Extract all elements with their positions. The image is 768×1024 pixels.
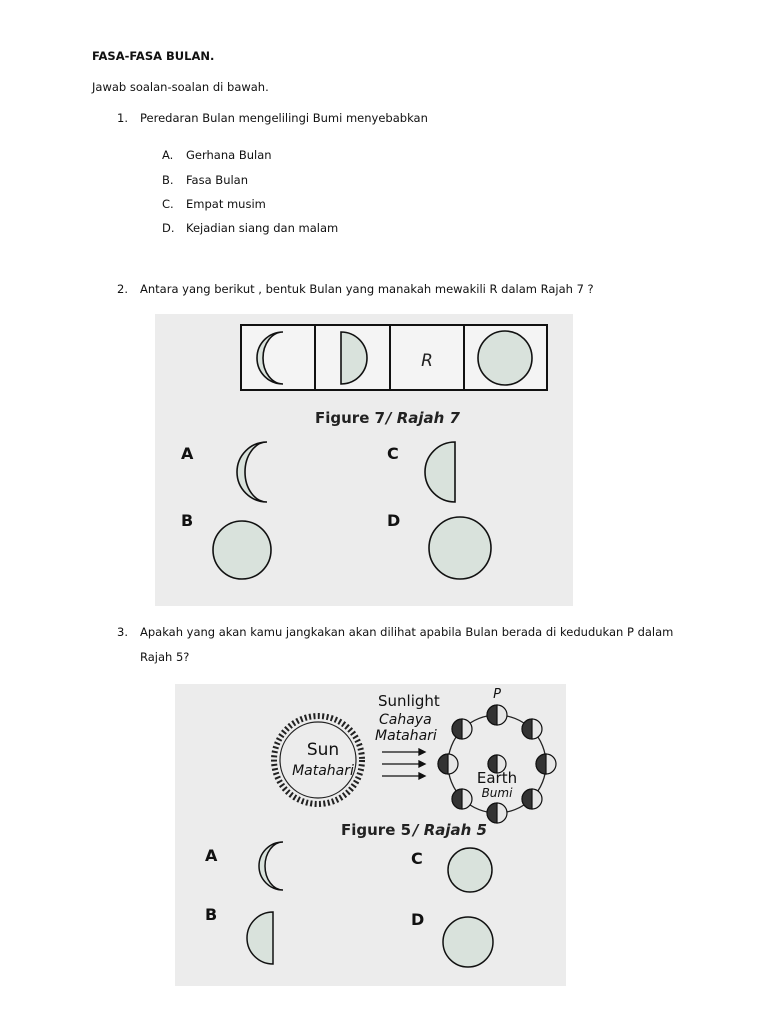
q1-option-c-letter: C.: [162, 197, 174, 211]
figure-7-caption-main: Figure 7: [315, 409, 386, 427]
matahari-label: Matahari: [292, 763, 354, 779]
fig5-option-a-letter: A: [205, 846, 218, 865]
question-2-number: 2.: [117, 282, 128, 296]
figure-5-caption-main: Figure 5: [341, 821, 412, 839]
fig5-option-c-full-moon-icon: [448, 848, 492, 892]
fig5-option-d-full-moon-icon: [443, 917, 493, 967]
sunlight-label: Sunlight: [378, 692, 440, 710]
q1-option-a-letter: A.: [162, 148, 174, 162]
q1-option-b-letter: B.: [162, 173, 174, 187]
moon-position-p-icon: [487, 705, 507, 725]
orbit-moons: [438, 705, 556, 823]
option-d-full-moon-icon: [429, 517, 491, 579]
figure-7-image: [155, 314, 573, 606]
fig5-option-b-letter: B: [205, 905, 218, 924]
question-3-line-1: Apakah yang akan kamu jangkakan akan dilihat apabila Bulan berada di kedudukan P dalam: [140, 625, 674, 639]
moon-position-icon: [522, 789, 542, 809]
fig5-option-c-letter: C: [411, 849, 423, 868]
full-moon-icon: [478, 331, 532, 385]
question-3-number: 3.: [117, 625, 128, 639]
moon-position-icon: [438, 754, 458, 774]
q1-option-b-text: Fasa Bulan: [186, 173, 249, 187]
fig7-option-c-letter: C: [387, 444, 399, 463]
question-1-text: Peredaran Bulan mengelilingi Bumi menyebabkan: [140, 111, 428, 125]
figure-7-drawing: [155, 314, 573, 606]
moon-position-icon: [487, 803, 507, 823]
cahaya-label: Cahaya: [379, 712, 432, 728]
figure-5-drawing: [175, 684, 566, 986]
moon-position-icon: [452, 789, 472, 809]
question-3-line-2: Rajah 5?: [140, 650, 190, 664]
fig5-option-b-half-moon-icon: [247, 912, 273, 964]
q1-option-a-text: Gerhana Bulan: [186, 148, 272, 162]
q1-option-d-text: Kejadian siang dan malam: [186, 221, 339, 235]
figure-5-image: [175, 684, 566, 986]
moon-position-icon: [452, 719, 472, 739]
moon-position-icon: [522, 719, 542, 739]
fig7-option-b-letter: B: [181, 511, 194, 530]
position-p-label: P: [493, 687, 501, 702]
option-a-crescent-icon: [237, 442, 267, 502]
question-1-number: 1.: [117, 111, 128, 125]
sun-label: Sun: [306, 740, 340, 760]
sunlight-arrows: [382, 749, 425, 779]
sun-icon: [274, 716, 362, 804]
box-label-r: R: [421, 351, 433, 371]
earth-label: Earth: [476, 769, 518, 787]
fig7-option-a-letter: A: [181, 444, 194, 463]
q1-option-d-letter: D.: [162, 221, 175, 235]
instruction-text: Jawab soalan-soalan di bawah.: [92, 80, 269, 94]
fig5-option-d-letter: D: [411, 910, 425, 929]
moon-position-icon: [536, 754, 556, 774]
q1-option-c-text: Empat musim: [186, 197, 266, 211]
bumi-label: Bumi: [481, 786, 513, 800]
option-b-gibbous-icon: [213, 521, 271, 579]
figure-5-caption-sub: / Rajah 5: [413, 821, 487, 839]
matahari-light-label: Matahari: [375, 728, 437, 744]
fig5-option-a-crescent-icon: [259, 842, 283, 890]
question-2-text: Antara yang berikut , bentuk Bulan yang manakah mewakili R dalam Rajah 7 ?: [140, 282, 594, 296]
figure-7-caption-sub: / Rajah 7: [386, 409, 460, 427]
option-c-half-moon-icon: [425, 442, 455, 502]
fig7-option-d-letter: D: [387, 511, 401, 530]
page-title: FASA-FASA BULAN.: [92, 49, 215, 63]
